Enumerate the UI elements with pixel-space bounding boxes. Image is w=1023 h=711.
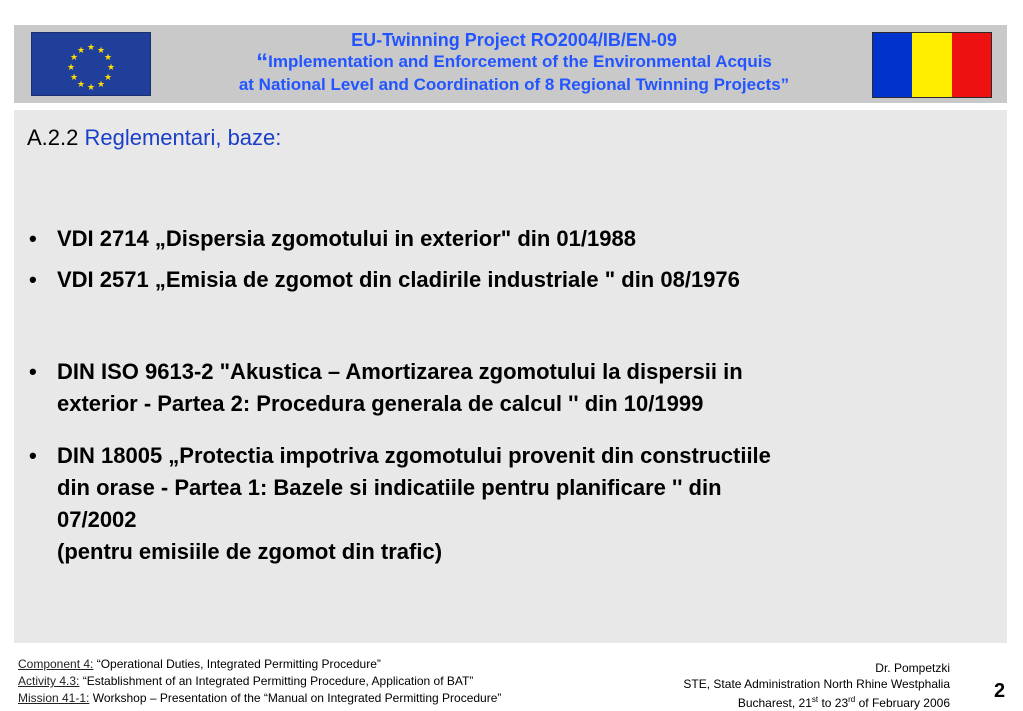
footer-mission [18,690,501,707]
bullet-icon: • [29,443,37,468]
bullet-icon: • [29,359,37,384]
svg-text:★: ★ [86,83,96,93]
bullet-text [57,356,1002,420]
svg-text:★: ★ [76,80,86,90]
slide-header [14,25,1007,103]
bullet-icon: • [29,267,37,292]
bullet-text [57,440,1002,568]
section-title: Reglementari, baze: [84,125,282,150]
date-mid: to 23 [818,696,849,710]
event-date [683,692,950,711]
svg-text:★: ★ [96,80,106,90]
svg-text:★: ★ [69,53,79,63]
bullet-text: VDI 2714 „Dispersia zgomotului in exterior" din 01/1988 [57,226,636,251]
svg-text:★: ★ [76,46,86,56]
project-subtitle-text: Implementation and Enforcement of the Environmental Acquis [268,52,772,71]
svg-text:★: ★ [86,43,96,53]
svg-text:★: ★ [66,63,76,73]
project-subtitle-line2: at National Level and Coordination of 8 Regional Twinning Projects” [238,75,790,94]
romania-flag-icon [872,32,992,98]
footer-right [683,660,950,711]
footer-component [18,656,501,673]
component-label: Component 4: [18,657,94,671]
bullet-line: exterior - Partea 2: Procedura generala de calcul '' din 10/1999 [57,391,704,416]
flag-stripe-red [952,33,991,97]
section-number: A.2.2 [27,125,79,150]
flag-stripe-yellow [912,33,951,97]
project-subtitle-line1 [164,51,864,75]
date-sup-1: st [811,695,819,704]
component-text: “Operational Duties, Integrated Permitting Procedure” [93,657,381,671]
bullet-text: VDI 2571 „Emisia de zgomot din cladirile industriale " din 08/1976 [57,267,740,292]
svg-text:★: ★ [106,63,116,73]
footer-activity [18,673,501,690]
svg-text:★: ★ [69,73,79,83]
page-number: 2 [994,680,1006,702]
activity-text: “Establishment of an Integrated Permitting Procedure, Application of BAT” [79,674,474,688]
section-heading [27,125,281,151]
date-prefix: Bucharest, 21 [737,696,812,710]
bullet-line: (pentru emisiile de zgomot din trafic) [57,539,443,564]
slide-content [14,110,1007,643]
flag-stripe-blue [873,33,912,97]
project-code: EU-Twinning Project RO2004/IB/EN-09 [351,30,677,50]
date-sup-2: rd [848,695,856,704]
date-suffix: of February 2006 [855,696,950,710]
svg-text:★: ★ [103,53,113,63]
activity-label: Activity 4.3: [18,674,80,688]
svg-text:★: ★ [103,73,113,83]
svg-text:★: ★ [96,46,106,56]
bullet-icon: • [29,226,37,251]
author: Dr. Pompetzki [875,661,950,675]
footer-left [18,656,501,707]
mission-text: Workshop – Presentation of the “Manual on Integrated Permitting Procedure” [89,691,502,705]
eu-flag-icon [31,32,151,96]
organisation: STE, State Administration North Rhine Westphalia [683,677,950,691]
bullet-line: DIN 18005 „Protectia impotriva zgomotului provenit din constructiile [57,443,771,468]
bullet-line: din orase - Partea 1: Bazele si indicatiile pentru planificare '' din [57,475,722,500]
bullet-line: DIN ISO 9613-2 "Akustica – Amortizarea zgomotului la dispersii in [57,359,743,384]
mission-label: Mission 41-1: [18,691,90,705]
bullet-line: 07/2002 [57,507,137,532]
project-title [164,31,864,93]
opening-quote: “ [256,49,269,76]
